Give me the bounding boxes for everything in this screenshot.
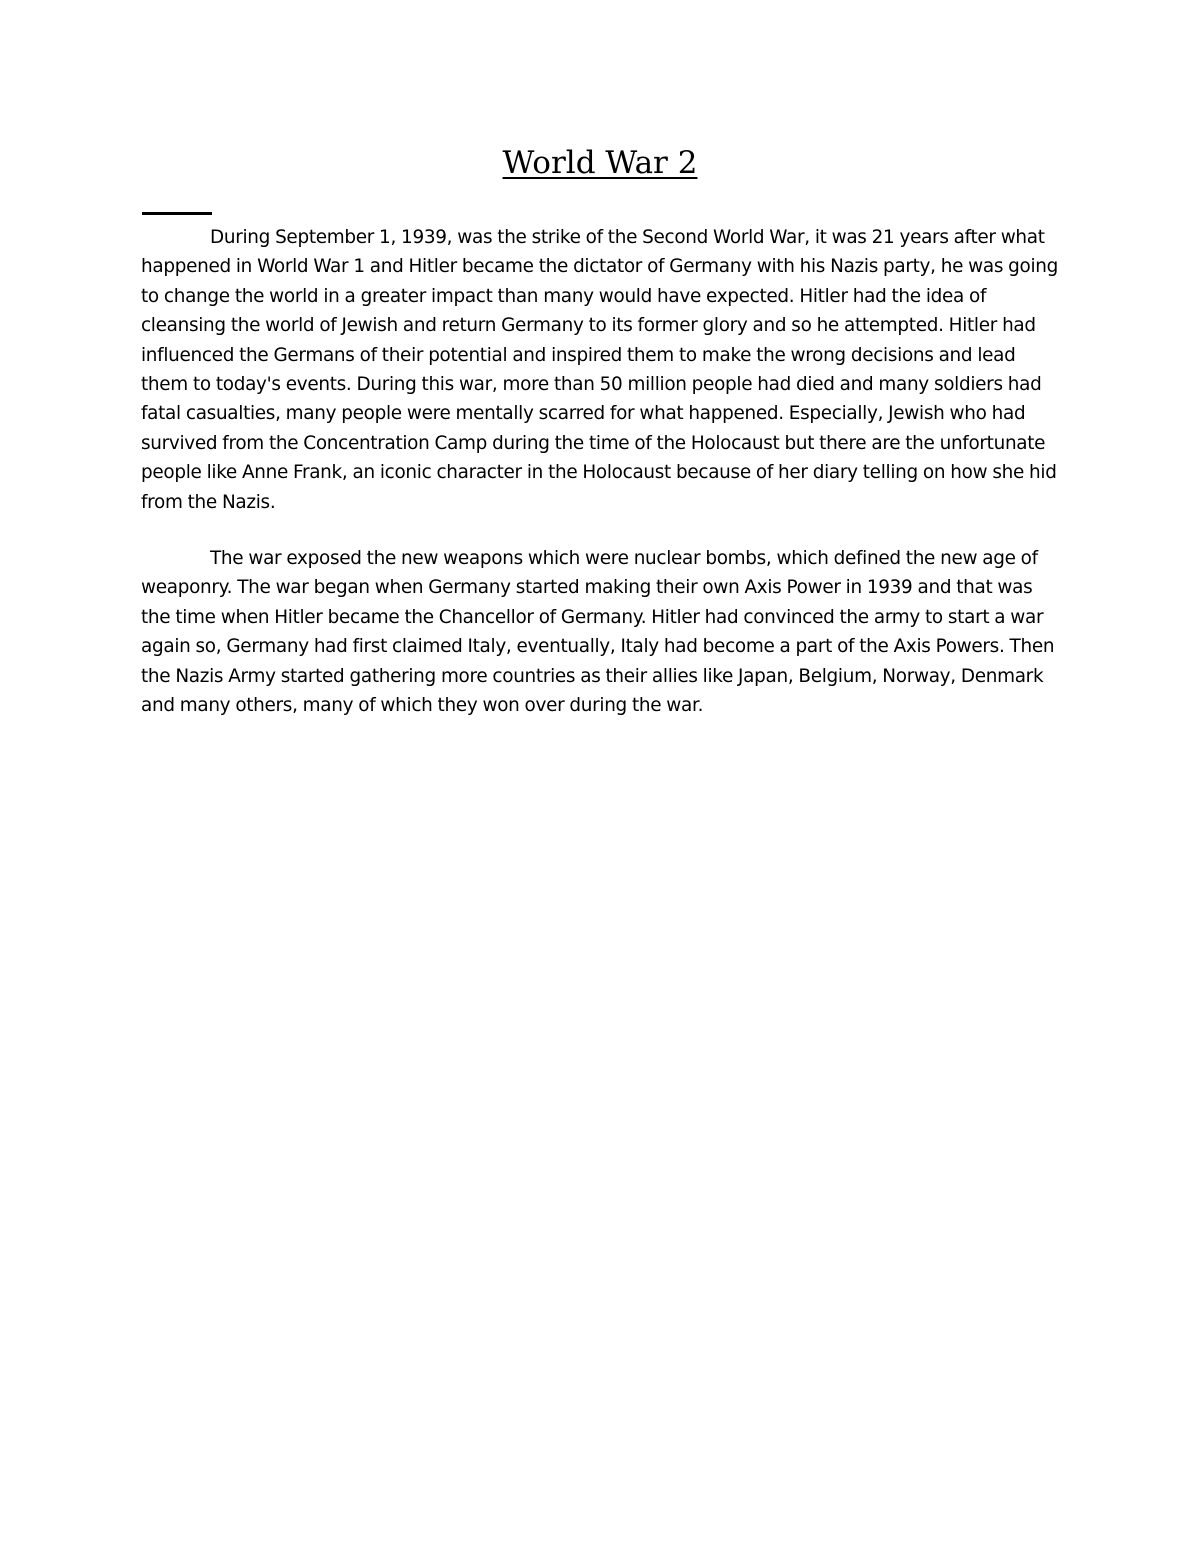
body-paragraph-2: The war exposed the new weapons which were nuclear bombs, which defined the new age of weaponry. The war began when Germany started making their own Axis Power in 1939 and that was the time when Hitler became the Chancellor of Germany. Hitler had convinced the army to start a war again so, Germany had first claimed Italy, eventually, Italy had become a part of the Axis Powers. Then the Nazis Army started gathering more countries as their allies like Japan, Belgium, Norway, Denmark and many others, many of which they won over during the war. <box>141 548 1055 717</box>
title-divider <box>142 212 212 215</box>
page-title: World War 2 <box>502 145 698 181</box>
body-paragraph-1: During September 1, 1939, was the strike of the Second World War, it was 21 years after what happened in World War 1 and Hitler became the dictator of Germany with his Nazis party, he was going to change the world in a greater impact than many would have expected. Hitler had the idea of cleansing the world of Jewish and return Germany to its former glory and so he attempted. Hitler had influenced the Germans of their potential and inspired them to make the wrong decisions and lead them to today's events. During this war, more than 50 million people had died and many soldiers had fatal casualties, many people were mentally scarred for what happened. Especially, Jewish who had survived from the Concentration Camp during the time of the Holocaust but there are the unfortunate people like Anne Frank, an iconic character in the Holocaust because of her diary telling on how she hid from the Nazis. <box>141 227 1059 513</box>
